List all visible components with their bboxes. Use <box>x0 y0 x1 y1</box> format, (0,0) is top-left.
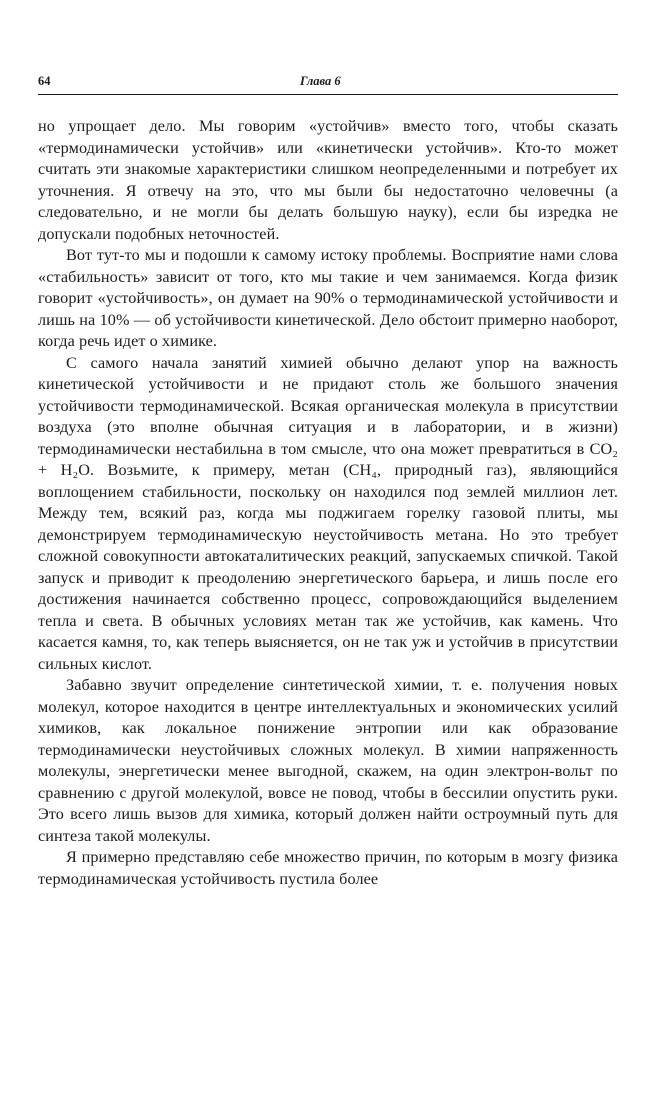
paragraph-1: но упрощает дело. Мы говорим «устойчив» вместо того, чтобы сказать «термодинамически устойчив» или «кинетически устойчив». Кто-то может считать эти знакомые характеристики слишком неопределенными и потребует их уточнения. Я отвечу на это, что мы были бы недостаточно человечны (а следовательно, и не могли бы делать большую науку), если бы изредка не допускали подобных неточностей. <box>38 117 618 243</box>
body-text <box>38 116 618 890</box>
page-number: 64 <box>38 74 51 88</box>
header-rule <box>38 94 618 95</box>
running-head <box>38 70 618 92</box>
paragraph-3: С самого начала занятий химией обычно делают упор на важность кинетической устойчивости и не придают столь же большого значения устойчивости термодинамической. Всякая органическая молекула в присутствии воздуха (это вполне обычная ситуация и в лаборатории, и в жизни) термодинамически нестабильна в том смысле, что она может превратиться в CO₂ + H₂O. Возьмите, к примеру, метан (CH₄, природный газ), являющийся воплощением стабильности, поскольку он находился под землей миллион лет. Между тем, всякий раз, когда мы поджигаем горелку газовой плиты, мы демонстрируем термодинамическую неустойчивость метана. Но это требует сложной совокупности автокаталитических реакций, запускаемых спичкой. Такой запуск и приводит к преодолению энергетического барьера, и лишь после его достижения начинается собственно процесс, сопровождающийся выделением тепла и света. В обычных условиях метан так же устойчив, как камень. Что касается камня, то, как теперь выясняется, он не так уж и устойчив в присутствии сильных кислот. <box>38 353 618 673</box>
book-page <box>38 70 618 888</box>
chapter-title: Глава 6 <box>300 74 341 88</box>
paragraph-5: Я примерно представляю себе множество причин, по которым в мозгу физика термодинамическая устойчивость пустила более <box>38 848 618 888</box>
paragraph-2: Вот тут-то мы и подошли к самому истоку проблемы. Восприятие нами слова «стабильность» зависит от того, кто мы такие и чем занимаемся. Когда физик говорит «устойчивость», он думает на 90% о термодинамической устойчивости и лишь на 10% — об устойчивости кинетической. Дело обстоит примерно наоборот, когда речь идет о химике. <box>38 246 618 350</box>
paragraph-4: Забавно звучит определение синтетической химии, т. е. получения новых молекул, которое находится в центре интеллектуальных и экономических усилий химиков, как локальное понижение энтропии или как образование термодинамически неустойчивых сложных молекул. В химии напряженность молекулы, энергетически менее выгодной, скажем, на один электрон-вольт по сравнению с другой молекулой, вовсе не повод, чтобы в бессилии опустить руки. Это всего лишь вызов для химика, который должен найти остроумный путь для синтеза такой молекулы. <box>38 676 618 845</box>
